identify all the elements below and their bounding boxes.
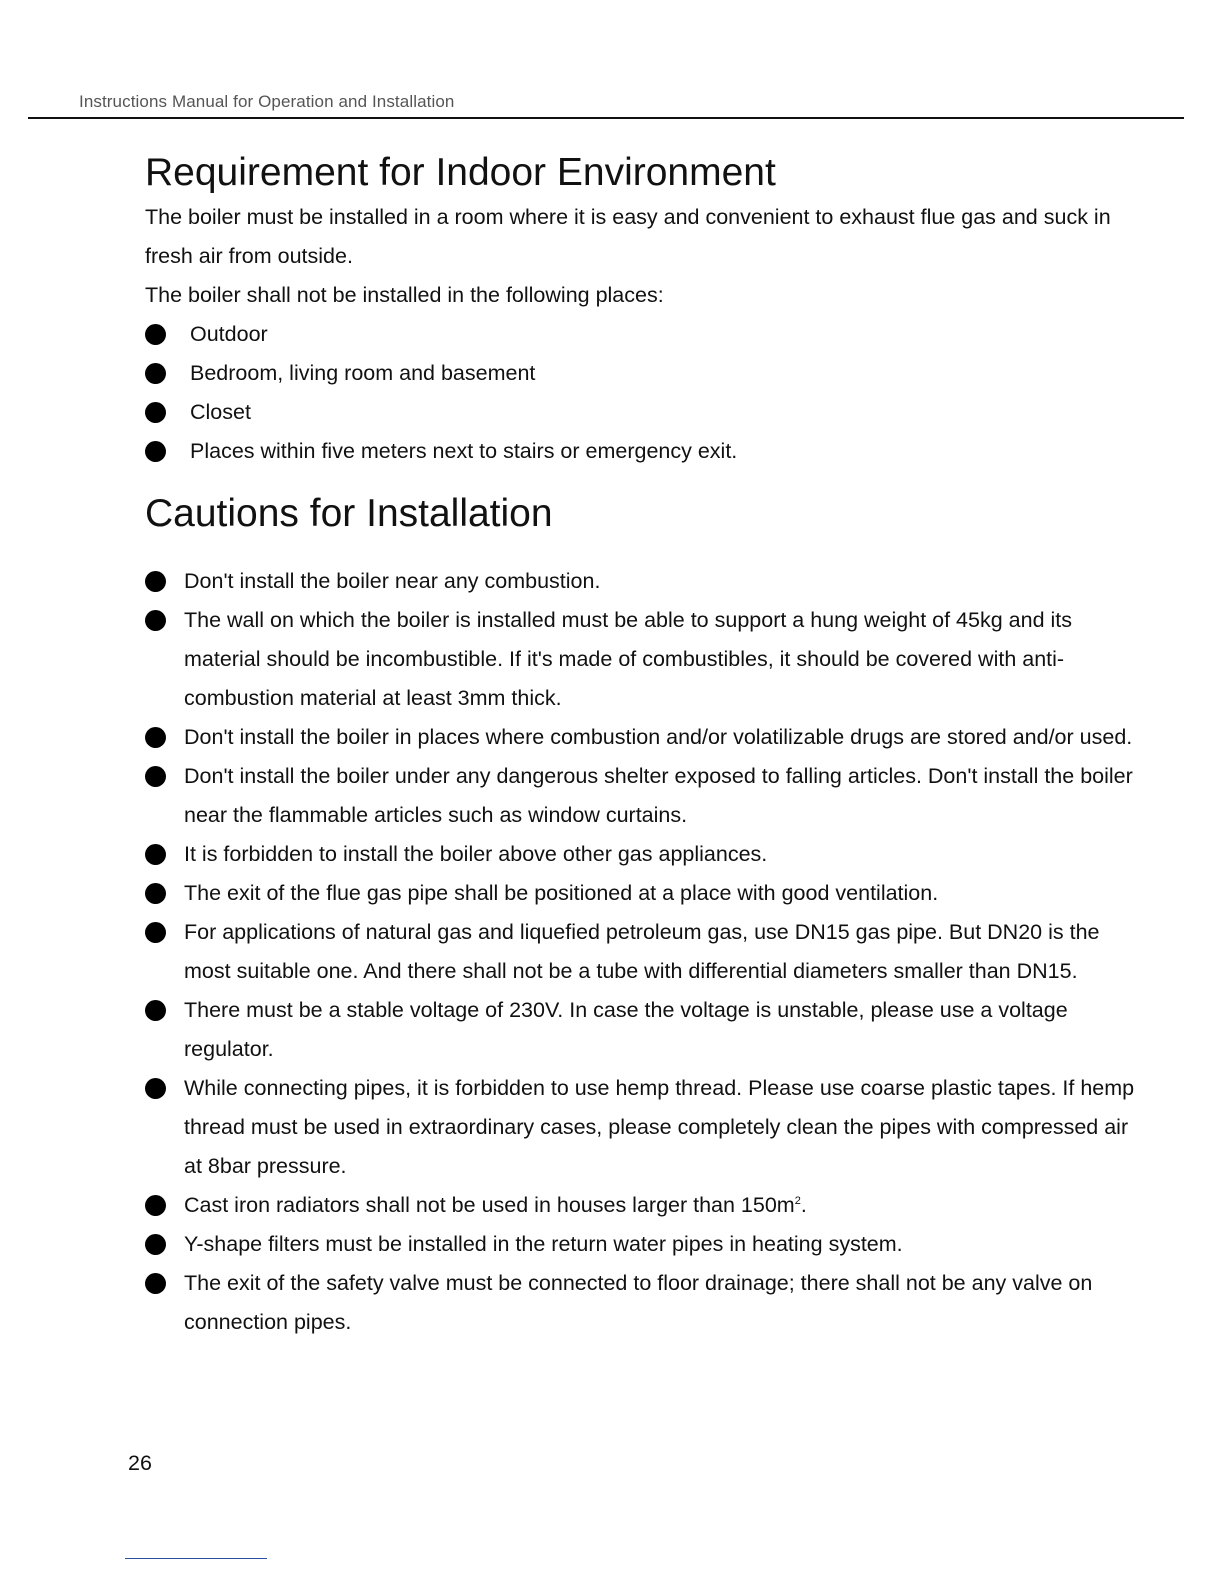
header-divider [28, 117, 1184, 119]
list-item [145, 315, 1135, 354]
cautions-list [145, 562, 1135, 1342]
list-item-text: Cast iron radiators shall not be used in houses larger than 150m [184, 1193, 795, 1217]
section-title-cautions: Cautions for Installation [145, 492, 553, 535]
list-item-text: It is forbidden to install the boiler above other gas appliances. [184, 842, 768, 866]
list-item [145, 432, 1135, 471]
list-item-text: The exit of the safety valve must be connected to floor drainage; there shall not be any valve on connection pipes. [184, 1271, 1093, 1334]
bullet-icon [145, 610, 166, 631]
list-item-text: Don't install the boiler under any dangerous shelter exposed to falling articles. Don't install the boiler near the flammable articles such as window curtains. [184, 764, 1133, 827]
list-item-text: While connecting pipes, it is forbidden to use hemp thread. Please use coarse plastic tapes. If hemp thread must be used in extraordinary cases, please completely clean the pipes with compressed air at 8bar pressure. [184, 1076, 1135, 1178]
list-item-text: The exit of the flue gas pipe shall be positioned at a place with good ventilation. [184, 881, 939, 905]
list-item [145, 1069, 1135, 1186]
bullet-icon [145, 571, 166, 592]
list-item [145, 601, 1135, 718]
bullet-icon [145, 844, 166, 865]
running-header: Instructions Manual for Operation and Installation [79, 92, 455, 111]
list-item [145, 757, 1135, 835]
bullet-icon [145, 883, 166, 904]
list-item [145, 1225, 1135, 1264]
section-title-indoor-environment: Requirement for Indoor Environment [145, 151, 776, 194]
list-item-text: Don't install the boiler near any combustion. [184, 569, 601, 593]
forbidden-places-list [145, 315, 1135, 471]
superscript-exponent: 2 [794, 1194, 801, 1207]
bullet-icon [145, 1000, 166, 1021]
list-item [145, 913, 1135, 991]
list-item [145, 835, 1135, 874]
list-item-text: Closet [190, 400, 251, 424]
list-item [145, 393, 1135, 432]
list-item-text: For applications of natural gas and liquefied petroleum gas, use DN15 gas pipe. But DN20 is the most suitable one. And there shall not be a tube with differential diameters smaller than DN15. [184, 920, 1100, 983]
list-item-text: Bedroom, living room and basement [190, 361, 536, 385]
bullet-icon [145, 922, 166, 943]
bullet-icon [145, 402, 166, 423]
bullet-icon [145, 766, 166, 787]
list-item [145, 718, 1135, 757]
indoor-intro-paragraph: The boiler must be installed in a room where it is easy and convenient to exhaust flue gas and suck in fresh air from outside. [145, 205, 1111, 268]
bullet-icon [145, 441, 166, 462]
page-number: 26 [128, 1451, 152, 1475]
list-item-text: Y-shape filters must be installed in the return water pipes in heating system. [184, 1232, 903, 1256]
list-item-text: Don't install the boiler in places where combustion and/or volatilizable drugs are stored and/or used. [184, 725, 1133, 749]
page-content [145, 148, 1135, 1342]
list-item [145, 1264, 1135, 1342]
bullet-icon [145, 727, 166, 748]
list-item-text: Places within five meters next to stairs or emergency exit. [190, 439, 738, 463]
list-item-text-tail: . [800, 1193, 807, 1217]
list-item [145, 562, 1135, 601]
bullet-icon [145, 1273, 166, 1294]
footnote-divider [125, 1558, 267, 1559]
list-item-text: There must be a stable voltage of 230V. In case the voltage is unstable, please use a voltage regulator. [184, 998, 1068, 1061]
list-item [145, 354, 1135, 393]
bullet-icon [145, 1234, 166, 1255]
indoor-lead-paragraph: The boiler shall not be installed in the following places: [145, 283, 664, 307]
bullet-icon [145, 363, 166, 384]
bullet-icon [145, 1195, 166, 1216]
list-item [145, 991, 1135, 1069]
bullet-icon [145, 324, 166, 345]
list-item-text: Outdoor [190, 322, 268, 346]
list-item-text: The wall on which the boiler is installed must be able to support a hung weight of 45kg and its material should be incombustible. If it's made of combustibles, it should be covered with anti-combustion material at least 3mm thick. [184, 608, 1072, 710]
list-item [145, 1186, 1135, 1225]
list-item [145, 874, 1135, 913]
bullet-icon [145, 1078, 166, 1099]
